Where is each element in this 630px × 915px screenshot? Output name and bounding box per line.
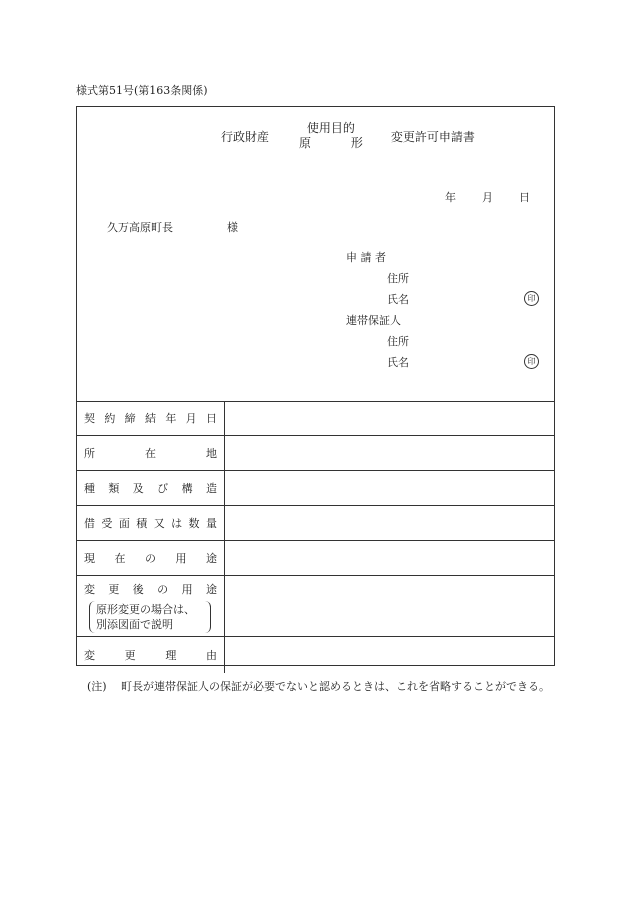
title-prefix: 行政財産	[221, 129, 270, 144]
row-label-char: 地	[206, 447, 217, 460]
form-number: 様式第51号(第163条関係)	[76, 84, 208, 97]
row-label-char: 契	[84, 412, 95, 425]
row-label-char: 月	[185, 412, 197, 425]
row-label	[77, 637, 225, 674]
row-label-char: 構	[181, 482, 193, 495]
date-line	[445, 189, 530, 205]
row-label-char: 変	[84, 583, 95, 596]
applicant-name-label: 氏名	[387, 293, 409, 306]
row-label-char: び	[157, 482, 169, 495]
row-label-char: 年	[165, 412, 177, 425]
applicant-heading: 申 請 者	[346, 251, 386, 264]
row-label-char: 締	[124, 412, 136, 425]
title-suffix: 変更許可申請書	[390, 129, 475, 144]
details-row	[77, 637, 554, 674]
date-year: 年	[445, 191, 456, 204]
form-title	[221, 121, 475, 151]
date-day: 日	[519, 191, 530, 204]
row-label-char: 数	[188, 517, 200, 530]
title-stack-bottom: 原 形	[299, 136, 381, 150]
row-label-char: 由	[205, 649, 217, 662]
row-label-char: 借	[84, 517, 95, 530]
row-label-text	[77, 647, 224, 663]
row-label	[77, 436, 225, 471]
row-label-char: の	[145, 552, 156, 565]
row-label-char: 類	[108, 482, 120, 495]
row-label-char: 日	[205, 412, 217, 425]
row-label-char: 理	[165, 649, 177, 662]
row-label-char: 積	[136, 517, 148, 530]
row-label-char: 在	[114, 552, 126, 565]
row-label	[77, 471, 225, 506]
row-label-char: 在	[145, 447, 156, 460]
applicant-seal-icon: 印	[524, 291, 539, 306]
details-row	[77, 436, 554, 471]
row-label-note-line: 別添図面で説明	[96, 618, 173, 631]
details-row	[77, 401, 554, 436]
row-label-char: の	[157, 583, 169, 596]
row-value-cell[interactable]	[225, 541, 555, 576]
title-stack	[281, 121, 381, 151]
row-label-char: は	[171, 517, 183, 530]
application-form	[76, 106, 555, 666]
row-label-char: 量	[205, 517, 217, 530]
row-label-char: 更	[124, 649, 136, 662]
date-month: 月	[482, 191, 493, 204]
details-row	[77, 471, 554, 506]
row-label-note	[89, 601, 211, 633]
row-label-text	[77, 445, 224, 461]
row-label-char: 後	[132, 583, 144, 596]
applicant-address-label: 住所	[387, 272, 409, 285]
row-label-char: 及	[132, 482, 144, 495]
details-row	[77, 506, 554, 541]
row-value-cell[interactable]	[225, 506, 555, 541]
row-label	[77, 576, 225, 637]
row-label-char: 所	[84, 447, 95, 460]
details-row	[77, 576, 554, 637]
row-label-text	[77, 576, 224, 597]
row-label-char: 現	[84, 552, 95, 565]
details-table	[77, 401, 554, 673]
footnote-text: 町長が連帯保証人の保証が必要でないと認めるときは、これを省略することができる。	[121, 680, 550, 693]
guarantor-heading: 連帯保証人	[346, 314, 401, 327]
row-label-char: 更	[108, 583, 120, 596]
row-value-cell[interactable]	[225, 637, 555, 674]
row-label-char: 面	[118, 517, 130, 530]
row-label-text	[77, 550, 224, 566]
row-label-char: 受	[101, 517, 113, 530]
addressee-name: 久万高原町長	[107, 221, 173, 234]
row-label-char: 約	[104, 412, 116, 425]
guarantor-seal-icon: 印	[524, 354, 539, 369]
form-header-area	[77, 107, 554, 402]
row-label	[77, 506, 225, 541]
footnote	[87, 677, 557, 697]
addressee-honorific: 様	[227, 221, 238, 234]
footnote-tag: (注)	[87, 680, 107, 693]
row-label-char: 又	[153, 517, 165, 530]
row-label-char: 途	[206, 552, 217, 565]
guarantor-name-label: 氏名	[387, 356, 409, 369]
row-value-cell[interactable]	[225, 576, 555, 637]
row-label-text	[77, 480, 224, 496]
details-row	[77, 541, 554, 576]
row-label-text	[77, 410, 224, 426]
title-stack-top: 使用目的	[306, 121, 355, 135]
row-label-note-line: 原形変更の場合は、	[96, 603, 195, 616]
guarantor-address-label: 住所	[387, 335, 409, 348]
row-value-cell[interactable]	[225, 436, 555, 471]
row-label-char: 種	[84, 482, 95, 495]
row-value-cell[interactable]	[225, 401, 555, 436]
row-value-cell[interactable]	[225, 471, 555, 506]
row-label	[77, 401, 225, 436]
row-label	[77, 541, 225, 576]
row-label-char: 用	[181, 583, 193, 596]
row-label-char: 結	[144, 412, 156, 425]
row-label-char: 変	[84, 649, 95, 662]
row-label-char: 用	[175, 552, 187, 565]
row-label-text	[77, 515, 224, 531]
addressee	[107, 219, 238, 235]
row-label-char: 途	[205, 583, 217, 596]
row-label-char: 造	[205, 482, 217, 495]
